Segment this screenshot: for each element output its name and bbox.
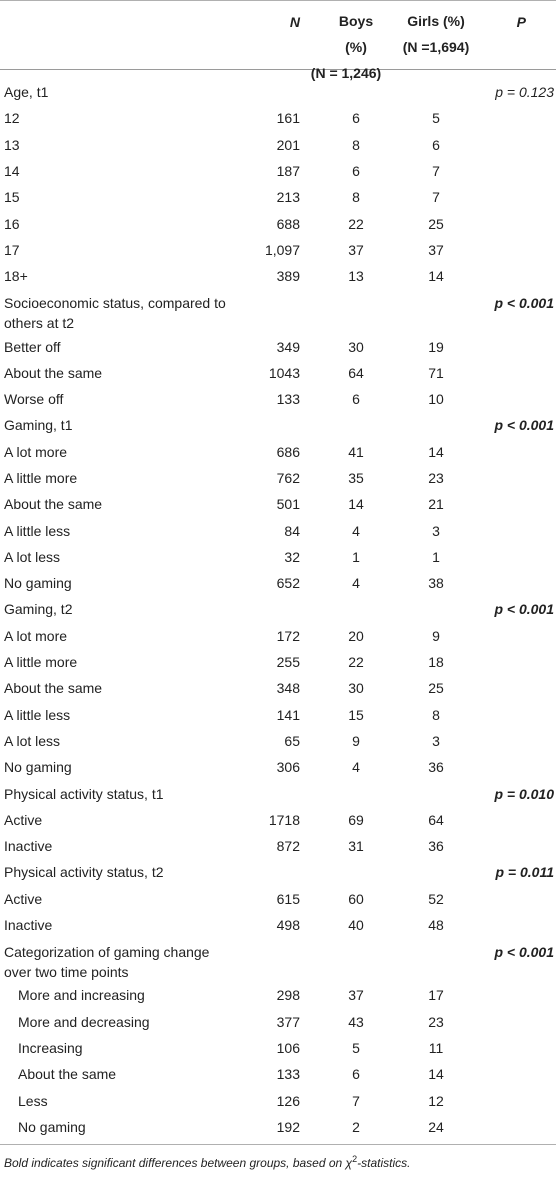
table-row [0,570,556,596]
row-girls-pct: 5 [432,110,440,127]
row-label: About the same [4,364,103,381]
row-girls-pct: 36 [428,759,444,776]
row-girls-pct: 52 [428,890,444,907]
row-p-value: p = 0.011 [495,864,554,881]
row-boys-pct: 69 [348,811,364,828]
table-row [0,263,556,289]
row-n [234,938,300,942]
table-body [0,70,556,1140]
row-girls-pct: 14 [428,1066,444,1083]
header-p-text: P [516,14,526,30]
row-n: 1043 [268,364,300,381]
row-girls-pct: 17 [428,987,444,1004]
row-girls-pct: 23 [428,1013,444,1030]
row-label: 15 [4,189,20,206]
row-girls-pct: 14 [428,443,444,460]
row-label: A little more [4,654,78,671]
row-boys-pct: 41 [348,443,364,460]
table-row [0,439,556,465]
row-boys-pct [300,938,384,942]
row-label: 18+ [4,268,28,285]
row-label: A little less [4,706,71,723]
row-boys-pct: 6 [352,1066,360,1083]
row-boys-pct: 15 [348,706,364,723]
row-n: 652 [276,575,300,592]
row-boys-pct: 6 [352,110,360,127]
row-label: More and decreasing [18,1013,150,1030]
table-row [0,544,556,570]
footnote-superscript: 2 [352,1153,358,1164]
row-boys-pct: 8 [352,136,360,153]
row-girls-pct: 19 [428,338,444,355]
row-p-value: p < 0.001 [494,601,554,618]
table-row [0,649,556,675]
header-label-cell [0,1,234,69]
row-label: A lot more [4,627,68,644]
table-row [0,105,556,131]
table-row [0,1087,556,1113]
table-row [0,728,556,754]
header-girls-line2: (N =1,694) [402,39,470,55]
row-label: More and increasing [18,987,145,1004]
row-boys-pct: 43 [348,1013,364,1030]
row-label: Better off [4,338,61,355]
row-n: 1,097 [264,241,300,258]
row-label: 12 [4,110,20,127]
row-n: 501 [276,496,300,513]
row-girls-pct: 23 [428,470,444,486]
header-boys [300,1,384,81]
row-boys-pct: 30 [348,680,364,697]
table-row [0,1114,556,1140]
row-n: 84 [284,522,300,539]
table-row [0,1061,556,1087]
row-girls-pct: 24 [428,1118,444,1135]
row-label: Active [4,811,43,828]
row-n: 348 [276,680,300,697]
row-girls-pct: 21 [428,496,444,513]
header-girls [384,1,484,69]
row-label: Physical activity status, t1 [4,785,164,802]
row-n: 201 [276,136,300,153]
row-boys-pct: 13 [348,268,364,285]
row-boys-pct: 2 [352,1118,360,1135]
table-row [0,1009,556,1035]
row-girls-pct: 6 [432,136,440,153]
header-boys-line2: (N = 1,246) [310,65,382,81]
row-label: A lot more [4,443,68,460]
row-boys-pct: 31 [348,838,364,855]
row-label: Active [4,890,43,907]
table-row [0,412,556,438]
row-n: 762 [276,470,300,486]
table-row [0,210,556,236]
row-boys-pct: 60 [348,890,364,907]
footnote-text-end: -statistics. [357,1155,411,1170]
table-row [0,596,556,622]
row-label: Categorization of gaming change over two time points [4,944,210,981]
table-row [0,982,556,1008]
row-girls-pct: 10 [428,391,444,408]
row-label: About the same [18,1066,117,1083]
row-label: 14 [4,163,20,180]
table-row [0,386,556,412]
row-boys-pct: 40 [348,917,364,934]
row-label: 17 [4,241,20,258]
row-girls-pct: 3 [432,522,440,539]
row-n [234,289,300,293]
row-girls-pct: 8 [432,706,440,723]
row-girls-pct [384,938,484,942]
footnote-text: Bold indicates significant differences between groups, based on χ [4,1155,353,1170]
row-girls-pct: 12 [428,1092,444,1109]
row-label: No gaming [4,759,72,776]
header-n-text: N [289,14,300,30]
row-boys-pct: 22 [348,215,364,232]
row-label: Inactive [4,917,53,934]
table-row [0,623,556,649]
row-girls-pct [384,289,484,293]
table-row [0,833,556,859]
row-boys-pct: 4 [352,575,360,592]
row-n: 255 [276,654,300,671]
row-boys-pct: 9 [352,732,360,749]
table-header [0,1,556,81]
row-n: 133 [276,1066,300,1083]
row-girls-pct: 9 [432,627,440,644]
table-row [0,886,556,912]
row-label: Less [18,1092,48,1109]
row-label: No gaming [18,1118,86,1135]
row-girls-pct: 7 [432,189,440,206]
row-boys-pct: 37 [348,241,364,258]
table-row [0,237,556,263]
row-boys-pct: 5 [352,1039,360,1056]
table-row [0,807,556,833]
row-boys-pct: 30 [348,338,364,355]
row-girls-pct: 36 [428,838,444,855]
row-boys-pct: 7 [352,1092,360,1109]
row-girls-pct: 25 [428,680,444,697]
table-row [0,465,556,491]
row-label: Socioeconomic status, compared to others at t2 [4,295,226,332]
row-label: A lot less [4,732,61,749]
table-row [0,1035,556,1061]
row-label: About the same [4,680,103,697]
header-n [234,1,300,69]
row-p-value: p < 0.001 [494,417,554,434]
row-label: Inactive [4,838,53,855]
row-boys-pct: 4 [352,759,360,776]
row-boys-pct: 14 [348,496,364,513]
row-label: A little less [4,522,71,539]
table-row [0,333,556,359]
row-n: 187 [276,163,300,180]
row-girls-pct: 1 [432,548,440,565]
table-row [0,780,556,806]
header-girls-line1: Girls (%) [407,13,465,29]
row-boys-pct: 8 [352,189,360,206]
row-boys-pct: 37 [348,987,364,1004]
row-n: 688 [276,215,300,232]
row-girls-pct: 38 [428,575,444,592]
row-label: Gaming, t2 [4,601,73,618]
row-boys-pct: 1 [352,548,360,565]
row-girls-pct: 14 [428,268,444,285]
table-row [0,675,556,701]
table-row [0,517,556,543]
row-girls-pct: 7 [432,163,440,180]
table-row [0,938,556,982]
row-label: Age, t1 [4,84,49,101]
row-boys-pct [300,289,384,293]
row-n: 141 [276,706,300,723]
row-n: 32 [284,548,300,565]
table-row [0,132,556,158]
row-boys-pct: 6 [352,163,360,180]
row-girls-pct: 71 [428,364,444,381]
table-row [0,702,556,728]
table-row [0,912,556,938]
row-n: 161 [276,110,300,127]
row-boys-pct: 35 [348,470,364,486]
row-label: Increasing [18,1039,83,1056]
row-girls-pct: 48 [428,917,444,934]
row-label: No gaming [4,575,72,592]
table-row [0,184,556,210]
row-boys-pct: 20 [348,627,364,644]
row-boys-pct: 64 [348,364,364,381]
row-label: A lot less [4,548,61,565]
row-n: 213 [276,189,300,206]
row-n: 106 [276,1039,300,1056]
row-n: 172 [276,627,300,644]
row-label: Gaming, t1 [4,417,73,434]
table-row [0,79,556,105]
table-row [0,859,556,885]
header-boys-line1: Boys (%) [338,13,374,55]
row-label: 16 [4,215,20,232]
table-footnote [0,1145,556,1170]
row-p-value: p < 0.001 [494,295,554,312]
row-girls-pct: 3 [432,732,440,749]
table-row [0,754,556,780]
row-p-value: p = 0.010 [494,785,554,802]
row-boys-pct: 22 [348,654,364,671]
row-n: 133 [276,391,300,408]
row-girls-pct: 37 [428,241,444,258]
row-n: 389 [276,268,300,285]
row-n: 65 [284,732,300,749]
row-n: 377 [276,1013,300,1030]
row-boys-pct: 4 [352,522,360,539]
table-row [0,360,556,386]
row-girls-pct: 25 [428,215,444,232]
row-n: 1718 [268,811,300,828]
row-n: 498 [276,917,300,934]
row-p-value: p = 0.123 [495,84,554,101]
row-label: A little more [4,470,78,486]
row-n: 306 [276,759,300,776]
table-row [0,158,556,184]
row-boys-pct: 6 [352,391,360,408]
row-label: Physical activity status, t2 [4,864,164,881]
row-label: About the same [4,496,103,513]
row-n: 686 [276,443,300,460]
header-p [484,1,556,69]
row-n: 298 [276,987,300,1004]
table-row [0,289,556,333]
row-n: 349 [276,338,300,355]
row-label: Worse off [4,391,64,408]
row-p-value: p < 0.001 [494,944,554,961]
row-girls-pct: 18 [428,654,444,671]
row-girls-pct: 64 [428,811,444,828]
row-label: 13 [4,136,20,153]
row-n: 192 [276,1118,300,1135]
row-n: 126 [276,1092,300,1109]
row-n: 615 [276,890,300,907]
row-n: 872 [276,838,300,855]
table-row [0,491,556,517]
row-girls-pct: 11 [428,1039,444,1056]
